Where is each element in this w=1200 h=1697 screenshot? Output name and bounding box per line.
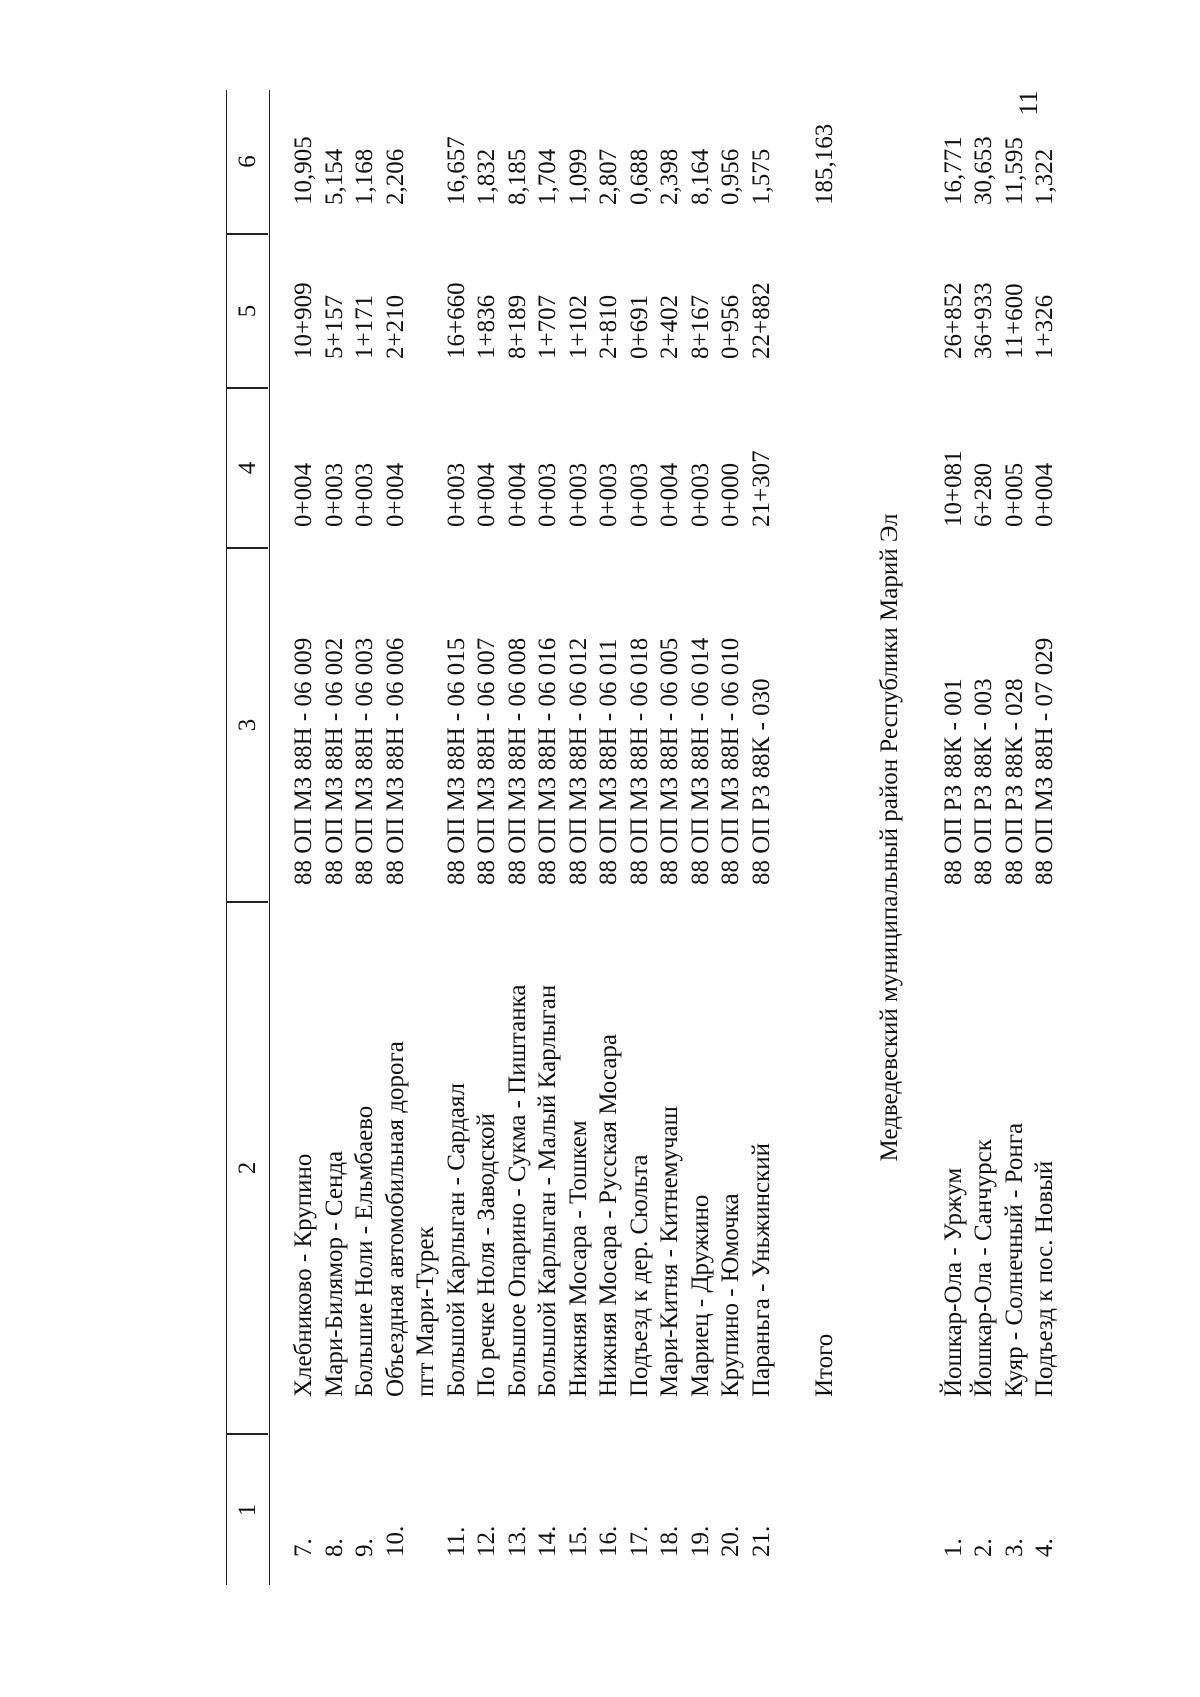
road-name: Параньга - Уньжинский: [747, 1142, 775, 1397]
end-km: 36+933: [970, 282, 997, 359]
spacer: [908, 90, 939, 1585]
table-row: [747, 90, 778, 1585]
end-km: 1+707: [534, 294, 561, 359]
end-km: 26+852: [939, 282, 967, 359]
road-code: 88 ОП МЗ 88Н - 06 010: [717, 637, 744, 885]
table-row: [503, 90, 534, 1585]
row-number: 9.: [351, 1538, 378, 1557]
end-km: 5+157: [320, 294, 348, 359]
end-km: 8+167: [686, 294, 714, 359]
table-row: [1000, 90, 1031, 1585]
road-name: Объездная автомобильная дорога: [381, 1041, 409, 1397]
row-number: 20.: [717, 1525, 744, 1557]
road-code: 88 ОП РЗ 88К - 001: [939, 678, 967, 885]
column-header-4: 4: [234, 461, 261, 475]
start-km: 6+280: [970, 462, 997, 527]
table-row: [381, 90, 412, 1585]
road-code: 88 ОП МЗ 88Н - 06 012: [564, 637, 592, 885]
table-row: [594, 90, 625, 1585]
road-name: Крупино - Юмочка: [717, 1193, 744, 1397]
start-km: 0+003: [534, 462, 561, 527]
road-code: 88 ОП МЗ 88Н - 06 014: [686, 637, 714, 885]
end-km: 1+326: [1031, 294, 1058, 359]
header-divider: [227, 902, 268, 904]
total-label: Итого: [810, 1333, 838, 1397]
row-number: 17.: [625, 1525, 653, 1557]
road-code: 88 ОП МЗ 88Н - 06 011: [595, 638, 622, 885]
start-km: 0+003: [595, 462, 622, 527]
table-row: [564, 90, 595, 1585]
length-km: 1,575: [747, 148, 775, 205]
table-header: [226, 90, 270, 1585]
start-km: 0+005: [1000, 462, 1028, 527]
spacer: [777, 90, 808, 1585]
start-km: 10+081: [939, 450, 967, 527]
length-km: 0,956: [717, 148, 744, 205]
end-km: 10+909: [290, 282, 317, 359]
start-km: 0+004: [656, 462, 683, 527]
row-number: 18.: [656, 1525, 683, 1557]
column-header-1: 1: [234, 1503, 261, 1517]
end-km: 11+600: [1000, 283, 1028, 359]
road-name: Йошкар-Ола - Санчурск: [970, 1139, 997, 1397]
start-km: 0+003: [625, 462, 653, 527]
start-km: 0+004: [503, 462, 531, 527]
row-number: 13.: [503, 1525, 531, 1557]
length-km: 30,653: [970, 136, 997, 205]
length-km: 0,688: [625, 148, 653, 205]
table-row: [686, 90, 717, 1585]
table-row: [716, 90, 747, 1585]
road-code: 88 ОП РЗ 88К - 028: [1000, 678, 1028, 885]
start-km: 0+003: [351, 462, 378, 527]
table-row: [472, 90, 503, 1585]
road-code: 88 ОП МЗ 88Н - 06 015: [442, 637, 470, 885]
length-km: 10,905: [290, 136, 317, 205]
road-name: Мариец - Дружино: [686, 1194, 714, 1397]
total-row: [808, 90, 842, 1585]
end-km: 16+660: [442, 282, 470, 359]
start-km: 0+004: [1031, 462, 1058, 527]
row-number: 21.: [747, 1525, 775, 1557]
end-km: 22+882: [747, 282, 775, 359]
road-code: 88 ОП МЗ 88Н - 06 006: [381, 637, 409, 885]
header-divider: [227, 1434, 268, 1436]
column-header-6: 6: [234, 155, 261, 168]
road-code: 88 ОП МЗ 88Н - 06 005: [656, 637, 683, 885]
start-km: 0+004: [473, 462, 500, 527]
road-name: Нижняя Мосара - Тошкем: [564, 1120, 592, 1397]
road-name: Йошкар-Ола - Уржум: [939, 1167, 967, 1397]
row-number: 11.: [442, 1526, 470, 1557]
road-code: 88 ОП РЗ 88К - 003: [970, 678, 997, 885]
road-table: [226, 90, 1058, 1585]
length-km: 2,206: [381, 148, 409, 205]
start-km: 0+004: [290, 462, 317, 527]
row-number: 19.: [686, 1525, 714, 1557]
road-name: Нижняя Мосара - Русская Мосара: [595, 1033, 622, 1397]
row-number: 14.: [534, 1525, 561, 1557]
table-row: [533, 90, 564, 1585]
road-code: 88 ОП МЗ 88Н - 06 016: [534, 637, 561, 885]
road-code: 88 ОП МЗ 88Н - 06 003: [351, 637, 378, 885]
table-row-continuation: [411, 90, 442, 1585]
table-row: [442, 90, 473, 1585]
length-km: 2,807: [595, 148, 622, 205]
row-number: 15.: [564, 1525, 592, 1557]
length-km: 1,832: [473, 148, 500, 205]
row-number: 2.: [970, 1538, 997, 1557]
length-km: 16,771: [939, 136, 967, 205]
row-number: 10.: [381, 1525, 409, 1557]
road-name: Большой Карлыган - Малый Карлыган: [534, 984, 561, 1397]
road-name: Большие Ноли - Ельмбаево: [351, 1105, 378, 1397]
row-number: 7.: [290, 1538, 317, 1557]
road-code: 88 ОП МЗ 88Н - 06 018: [625, 637, 653, 885]
road-code: 88 ОП МЗ 88Н - 06 002: [320, 637, 348, 885]
length-km: 2,398: [656, 148, 683, 205]
road-name: Большой Карлыган - Сардаял: [442, 1083, 470, 1397]
end-km: 8+189: [503, 294, 531, 359]
table-row: [350, 90, 381, 1585]
road-name: Мари-Китня - Китнемучаш: [656, 1106, 683, 1397]
length-km: 8,164: [686, 148, 714, 205]
length-km: 1,322: [1031, 148, 1058, 205]
length-km: 1,168: [351, 148, 378, 205]
table-row: [289, 90, 320, 1585]
road-name: Подъезд к дер. Сюльта: [625, 1154, 653, 1397]
row-number: 16.: [595, 1525, 622, 1557]
start-km: 0+004: [381, 462, 409, 527]
header-divider: [227, 548, 268, 550]
column-header-3: 3: [234, 718, 261, 732]
road-code: 88 ОП МЗ 88Н - 06 007: [473, 637, 500, 885]
road-name: Куяр - Солнечный - Ронга: [1000, 1122, 1028, 1397]
column-header-5: 5: [234, 304, 261, 318]
length-km: 1,099: [564, 148, 592, 205]
road-code: 88 ОП РЗ 88К - 030: [747, 678, 775, 885]
header-divider: [227, 388, 268, 390]
road-name: Хлебниково - Крупино: [290, 1153, 317, 1397]
header-divider: [227, 234, 268, 236]
section-title: Медведевский муниципальный район Республики Марий Эл: [876, 513, 903, 1162]
end-km: 1+836: [473, 294, 500, 359]
column-header-2: 2: [234, 1161, 261, 1175]
road-name-continuation: пгт Мари-Турек: [412, 1226, 439, 1397]
total-value: 185,163: [810, 123, 838, 205]
end-km: 1+171: [351, 294, 378, 359]
row-number: 4.: [1031, 1538, 1058, 1557]
row-number: 12.: [473, 1525, 500, 1557]
start-km: 0+003: [564, 462, 592, 527]
start-km: 0+003: [320, 462, 348, 527]
start-km: 0+003: [442, 462, 470, 527]
end-km: 2+810: [595, 294, 622, 359]
spacer: [842, 90, 873, 1585]
end-km: 0+956: [717, 294, 744, 359]
start-km: 0+000: [717, 462, 744, 527]
end-km: 1+102: [564, 294, 592, 359]
page-number: 11: [1014, 90, 1043, 116]
table-row: [320, 90, 351, 1585]
length-km: 11,595: [1000, 137, 1028, 205]
length-km: 1,704: [534, 148, 561, 205]
end-km: 0+691: [625, 294, 653, 359]
table-row: [655, 90, 686, 1585]
start-km: 21+307: [747, 450, 775, 527]
road-name: По речке Ноля - Заводской: [473, 1113, 500, 1397]
start-km: 0+003: [686, 462, 714, 527]
table-row: [939, 90, 970, 1585]
road-name: Подъезд к пос. Новый: [1031, 1160, 1058, 1397]
table-body: [289, 90, 1061, 1585]
road-name: Большое Опарино - Сукма - Пиштанка: [503, 984, 531, 1397]
end-km: 2+210: [381, 294, 409, 359]
road-code: 88 ОП МЗ 88Н - 07 029: [1031, 637, 1058, 885]
row-number: 3.: [1000, 1538, 1028, 1557]
length-km: 8,185: [503, 148, 531, 205]
road-code: 88 ОП МЗ 88Н - 06 009: [290, 637, 317, 885]
row-number: 1.: [939, 1538, 967, 1557]
table-row: [625, 90, 656, 1585]
road-name: Мари-Билямор - Сенда: [320, 1150, 348, 1397]
row-number: 8.: [320, 1538, 348, 1557]
road-code: 88 ОП МЗ 88Н - 06 008: [503, 637, 531, 885]
table-row: [1030, 90, 1061, 1585]
end-km: 2+402: [656, 294, 683, 359]
length-km: 16,657: [442, 136, 470, 205]
table-row: [969, 90, 1000, 1585]
length-km: 5,154: [320, 148, 348, 205]
